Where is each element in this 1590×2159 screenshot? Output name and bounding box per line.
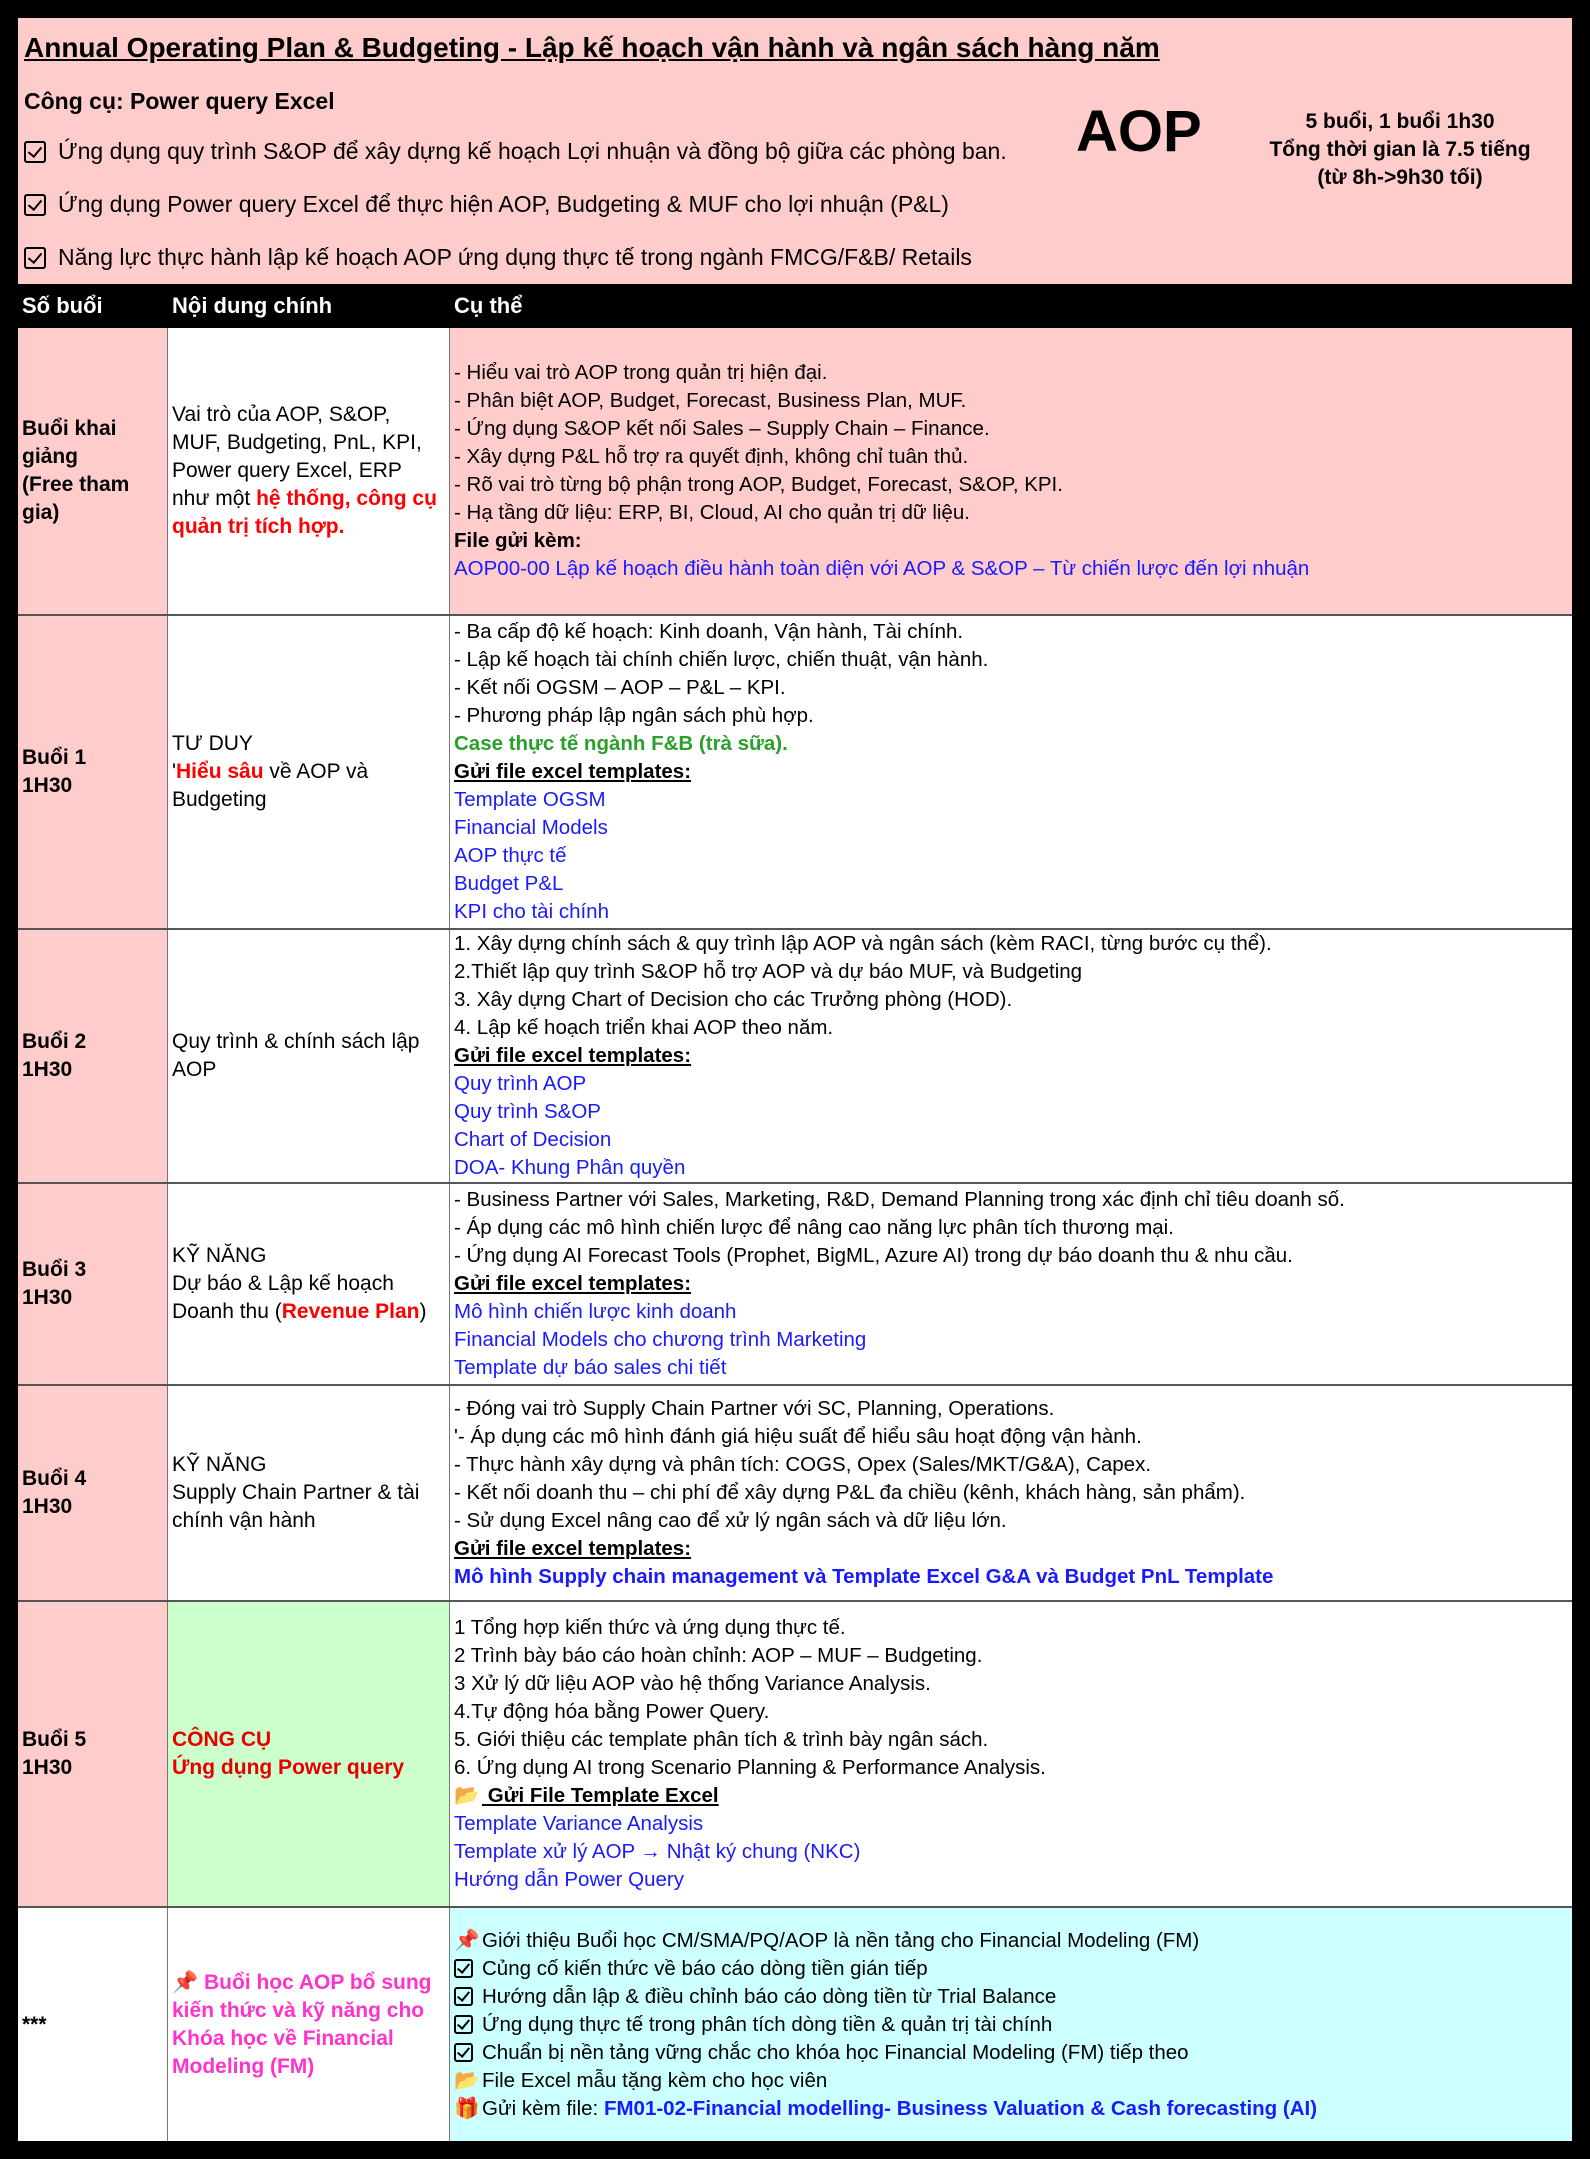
header-bullet-1 xyxy=(24,138,1007,165)
content-text xyxy=(172,401,443,541)
detail-line: - Hiểu vai trò AOP trong quản trị hiện đại. xyxy=(454,361,828,384)
content-cell xyxy=(168,1386,450,1600)
content-normal: ' xyxy=(172,760,177,783)
session-label: Buổi 3 1H30 xyxy=(22,1258,87,1309)
header-bullet-text: Ứng dụng quy trình S&OP để xây dựng kế hoạch Lợi nhuận và đồng bộ giữa các phòng ban. xyxy=(58,138,1007,164)
file-link[interactable]: Template dự báo sales chi tiết xyxy=(454,1356,727,1379)
session-cell xyxy=(18,930,168,1182)
detail-line: - Phân biệt AOP, Budget, Forecast, Business Plan, MUF. xyxy=(454,389,967,412)
column-header-content: Nội dung chính xyxy=(172,293,333,318)
detail-line: - Ba cấp độ kế hoạch: Kinh doanh, Vận hành, Tài chính. xyxy=(454,620,964,643)
detail-line: - Thực hành xây dựng và phân tích: COGS, Opex (Sales/MKT/G&A), Capex. xyxy=(454,1453,1152,1476)
detail-line: Gửi file excel templates: xyxy=(454,760,692,783)
details-cell xyxy=(450,328,1572,614)
detail-line: - Rõ vai trò từng bộ phận trong AOP, Budget, Forecast, S&OP, KPI. xyxy=(454,473,1063,496)
content-normal: Supply Chain Partner & tài chính vận hành xyxy=(172,1481,420,1532)
content-highlight: Hiểu sâu xyxy=(176,760,264,783)
file-link[interactable]: FM01-02-Financial modelling- Business Valuation & Cash forecasting (AI) xyxy=(603,2096,1318,2120)
detail-line: - Sử dụng Excel nâng cao để xử lý ngân sách và dữ liệu lớn. xyxy=(454,1509,1007,1532)
header-panel xyxy=(18,18,1572,284)
detail-line: 3. Xây dựng Chart of Decision cho các Trưởng phòng (HOD). xyxy=(454,988,1013,1011)
session-cell xyxy=(18,1602,168,1906)
content-cell xyxy=(168,616,450,928)
detail-line: Gửi file excel templates: xyxy=(454,1044,692,1067)
content-heading: KỸ NĂNG xyxy=(172,1453,267,1476)
detail-line: 2.Thiết lập quy trình S&OP hỗ trợ AOP và dự báo MUF, và Budgeting xyxy=(454,960,1083,983)
detail-line: - Phương pháp lập ngân sách phù hợp. xyxy=(454,704,814,727)
session-cell xyxy=(18,1908,168,2141)
file-link[interactable]: Hướng dẫn Power Query xyxy=(454,1868,684,1891)
details-cell xyxy=(450,1386,1572,1600)
detail-line: - Business Partner với Sales, Marketing, R&D, Demand Planning trong xác định chỉ tiêu doanh số. xyxy=(454,1188,1345,1211)
details-cell xyxy=(450,616,1572,928)
detail-text: Gửi kèm file: xyxy=(482,2096,604,2120)
file-link[interactable]: AOP00-00 Lập kế hoạch điều hành toàn diện với AOP & S&OP – Từ chiến lược đến lợi nhuận xyxy=(454,557,1310,580)
content-normal: ) xyxy=(419,1300,427,1323)
column-header-session: Số buổi xyxy=(22,293,103,318)
content-cell xyxy=(168,328,450,614)
file-link[interactable]: KPI cho tài chính xyxy=(454,900,609,923)
detail-text: Giới thiệu Buổi học CM/SMA/PQ/AOP là nền tảng cho Financial Modeling (FM) xyxy=(482,1928,1200,1952)
detail-line xyxy=(454,2039,1572,2067)
pin-icon: 📌 xyxy=(172,1970,204,1994)
checkbox-icon xyxy=(454,2015,473,2034)
column-header-details: Cụ thể xyxy=(454,293,523,318)
header-bullet-2 xyxy=(24,191,949,218)
folder-icon: 📂 xyxy=(454,2068,480,2092)
detail-text: File Excel mẫu tặng kèm cho học viên xyxy=(482,2068,828,2092)
content-text xyxy=(172,1028,443,1084)
file-link[interactable]: Template OGSM xyxy=(454,788,606,811)
page-title: Annual Operating Plan & Budgeting - Lập kế hoạch vận hành và ngân sách hàng năm xyxy=(24,32,1160,63)
table-row xyxy=(18,1184,1572,1386)
checkbox-icon xyxy=(454,2043,473,2062)
gift-icon: 🎁 xyxy=(454,2096,480,2120)
table-row xyxy=(18,1602,1572,1908)
session-cell xyxy=(18,1184,168,1384)
schedule-line: 5 buổi, 1 buổi 1h30 xyxy=(1305,110,1495,133)
detail-text: Củng cố kiến thức về báo cáo dòng tiền gián tiếp xyxy=(482,1956,928,1980)
content-normal: Quy trình & chính sách lập AOP xyxy=(172,1030,420,1081)
content-heading: TƯ DUY xyxy=(172,732,253,755)
content-text xyxy=(172,730,443,814)
file-link[interactable]: DOA- Khung Phân quyền xyxy=(454,1156,686,1179)
content-highlight-text: Buổi học AOP bổ sung kiến thức và kỹ năng cho Khóa học về Financial Modeling (FM) xyxy=(172,1970,432,2078)
content-normal: Vai trò của AOP, S&OP, MUF, Budgeting, PnL, KPI, Power query Excel, ERP như một xyxy=(172,403,422,510)
detail-line xyxy=(454,2011,1572,2039)
folder-icon: 📂 xyxy=(454,1784,480,1807)
detail-line: Case thực tế ngành F&B (trà sữa). xyxy=(454,732,788,755)
session-cell xyxy=(18,328,168,614)
content-cell xyxy=(168,1908,450,2141)
content-normal: về AOP và Budgeting xyxy=(172,760,369,811)
detail-line: 5. Giới thiệu các template phân tích & trình bày ngân sách. xyxy=(454,1728,989,1751)
detail-line: File gửi kèm: xyxy=(454,529,582,552)
details-cell xyxy=(450,930,1572,1182)
file-link[interactable]: AOP thực tế xyxy=(454,844,567,867)
content-normal: Dự báo & Lập kế hoạch Doanh thu ( xyxy=(172,1272,394,1323)
detail-line: Gửi file excel templates: xyxy=(454,1537,692,1560)
content-heading: KỸ NĂNG xyxy=(172,1244,267,1267)
detail-line: 3 Xử lý dữ liệu AOP vào hệ thống Variance Analysis. xyxy=(454,1672,931,1695)
detail-line: - Kết nối OGSM – AOP – P&L – KPI. xyxy=(454,676,786,699)
checkbox-icon xyxy=(24,141,46,163)
detail-line: - Áp dụng các mô hình chiến lược để nâng cao năng lực phân tích thương mại. xyxy=(454,1216,1174,1239)
header-bullet-text: Ứng dụng Power query Excel để thực hiện AOP, Budgeting & MUF cho lợi nhuận (P&L) xyxy=(58,191,949,217)
detail-line: Gửi file excel templates: xyxy=(454,1272,692,1295)
detail-text: Chuẩn bị nền tảng vững chắc cho khóa học Financial Modeling (FM) tiếp theo xyxy=(482,2040,1189,2064)
checkbox-icon xyxy=(454,1987,473,2006)
details-cell xyxy=(450,1908,1572,2141)
session-label: Buổi 1 1H30 xyxy=(22,746,87,797)
file-link[interactable]: Mô hình chiến lược kinh doanh xyxy=(454,1300,737,1323)
file-link[interactable]: Chart of Decision xyxy=(454,1128,612,1151)
table-row xyxy=(18,328,1572,616)
content-highlight: Revenue Plan xyxy=(281,1300,420,1323)
detail-line xyxy=(454,2067,1572,2095)
schedule-line: (từ 8h->9h30 tối) xyxy=(1317,166,1483,189)
session-label: Buổi 5 1H30 xyxy=(22,1728,87,1779)
aop-badge: AOP xyxy=(1076,99,1202,164)
schedule-line: Tổng thời gian là 7.5 tiếng xyxy=(1269,138,1531,161)
content-cell xyxy=(168,1184,450,1384)
schedule-info xyxy=(1250,108,1550,192)
session-label: Buổi 4 1H30 xyxy=(22,1467,87,1518)
detail-line xyxy=(454,2095,1572,2123)
detail-line: - Xây dựng P&L hỗ trợ ra quyết định, không chỉ tuân thủ. xyxy=(454,445,969,468)
content-highlight xyxy=(172,1971,431,2078)
detail-line xyxy=(454,1782,1572,1810)
session-label: *** xyxy=(22,2012,47,2036)
session-cell xyxy=(18,616,168,928)
table-row xyxy=(18,616,1572,930)
detail-line: 2 Trình bày báo cáo hoàn chỉnh: AOP – MUF – Budgeting. xyxy=(454,1644,983,1667)
table-row xyxy=(18,1386,1572,1602)
header-bullet-3 xyxy=(24,244,972,271)
tool-label: Công cụ: Power query Excel xyxy=(24,88,335,114)
content-text xyxy=(172,1969,443,2081)
header-bullet-text: Năng lực thực hành lập kế hoạch AOP ứng dụng thực tế trong ngành FMCG/F&B/ Retails xyxy=(58,244,972,270)
detail-line xyxy=(454,1983,1572,2011)
file-link[interactable]: Quy trình AOP xyxy=(454,1072,587,1095)
detail-text: Ứng dụng thực tế trong phân tích dòng tiền & quản trị tài chính xyxy=(482,2012,1053,2036)
detail-line: 1. Xây dựng chính sách & quy trình lập AOP và ngân sách (kèm RACI, từng bước cụ thể). xyxy=(454,932,1272,955)
content-text xyxy=(172,1726,404,1782)
file-link[interactable]: Mô hình Supply chain management và Template Excel G&A và Budget PnL Template xyxy=(454,1565,1274,1588)
detail-line: 4. Lập kế hoạch triển khai AOP theo năm. xyxy=(454,1016,834,1039)
session-cell xyxy=(18,1386,168,1600)
checkbox-icon xyxy=(24,247,46,269)
sheet xyxy=(18,18,1572,2141)
table-header xyxy=(18,284,1572,328)
content-cell xyxy=(168,930,450,1182)
detail-line: - Ứng dụng AI Forecast Tools (Prophet, BigML, Azure AI) trong dự báo doanh thu & nhu cầu. xyxy=(454,1244,1293,1267)
details-cell xyxy=(450,1602,1572,1906)
detail-text: Hướng dẫn lập & điều chỉnh báo cáo dòng tiền từ Trial Balance xyxy=(482,1984,1057,2008)
file-link[interactable]: Financial Models xyxy=(454,816,608,839)
file-link[interactable]: Budget P&L xyxy=(454,872,564,895)
session-label: Buổi 2 1H30 xyxy=(22,1030,87,1081)
content-highlight: Ứng dụng Power query xyxy=(172,1756,405,1779)
detail-line: 1 Tổng hợp kiến thức và ứng dụng thực tế. xyxy=(454,1616,846,1639)
pin-icon: 📌 xyxy=(454,1928,480,1952)
detail-line: - Lập kế hoạch tài chính chiến lược, chiến thuật, vận hành. xyxy=(454,648,989,671)
content-highlight: hệ thống, công cụ quản trị tích hợp. xyxy=(172,487,437,538)
table-row xyxy=(18,1908,1572,2141)
table-row xyxy=(18,930,1572,1184)
content-text xyxy=(172,1242,443,1326)
detail-line: - Kết nối doanh thu – chi phí để xây dựng P&L đa chiều (kênh, khách hàng, sản phẩm). xyxy=(454,1481,1246,1504)
detail-line: - Hạ tầng dữ liệu: ERP, BI, Cloud, AI cho quản trị dữ liệu. xyxy=(454,501,970,524)
detail-line: 6. Ứng dụng AI trong Scenario Planning & Performance Analysis. xyxy=(454,1756,1046,1779)
file-link[interactable]: Financial Models cho chương trình Marketing xyxy=(454,1328,867,1351)
detail-line: 4.Tự động hóa bằng Power Query. xyxy=(454,1700,770,1723)
detail-line xyxy=(454,1955,1572,1983)
session-label: Buổi khai giảng (Free tham gia) xyxy=(22,417,130,524)
detail-text: Gửi File Template Excel xyxy=(482,1784,719,1807)
file-link[interactable]: Template xử lý AOP → Nhật ký chung (NKC) xyxy=(454,1840,861,1863)
checkbox-icon xyxy=(24,194,46,216)
content-cell xyxy=(168,1602,450,1906)
detail-line: '- Áp dụng các mô hình đánh giá hiệu suất để hiểu sâu hoạt động vận hành. xyxy=(454,1425,1142,1448)
content-text xyxy=(172,1451,443,1535)
content-heading: CÔNG CỤ xyxy=(172,1728,272,1751)
detail-line xyxy=(454,1927,1572,1955)
details-cell xyxy=(450,1184,1572,1384)
file-link[interactable]: Quy trình S&OP xyxy=(454,1100,601,1123)
file-link[interactable]: Template Variance Analysis xyxy=(454,1812,704,1835)
detail-line: - Đóng vai trò Supply Chain Partner với SC, Planning, Operations. xyxy=(454,1397,1055,1420)
checkbox-icon xyxy=(454,1959,473,1978)
detail-line: - Ứng dụng S&OP kết nối Sales – Supply Chain – Finance. xyxy=(454,417,990,440)
